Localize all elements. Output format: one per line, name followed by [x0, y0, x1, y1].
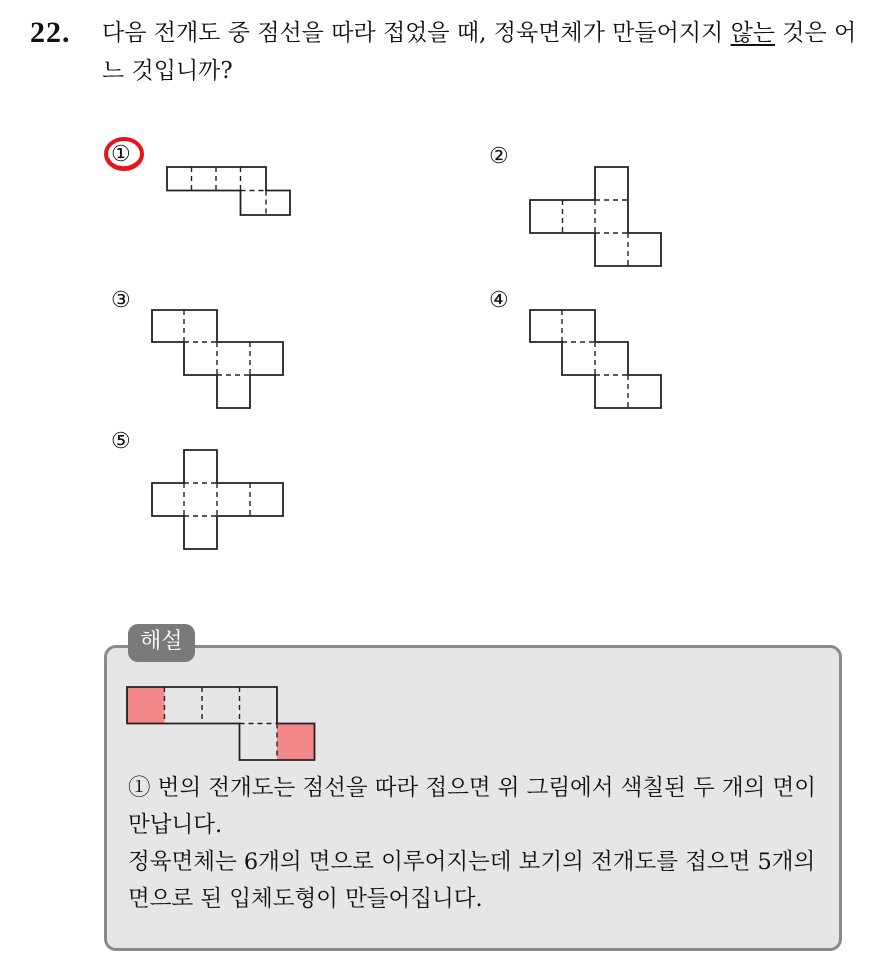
solution-text — [128, 770, 838, 918]
choice-3-label[interactable]: ③ — [111, 288, 131, 313]
choice-5-label[interactable]: ⑤ — [111, 429, 131, 454]
solution-tag: 해설 — [128, 624, 195, 662]
selected-answer-mark — [102, 134, 146, 174]
net-choice-5[interactable] — [151, 449, 285, 551]
question-number: 22. — [30, 16, 71, 49]
question-text — [102, 14, 872, 90]
choice-4-label[interactable]: ④ — [489, 288, 509, 313]
highlighted-face-right — [277, 724, 315, 761]
net-choice-1[interactable] — [166, 166, 292, 218]
solution-paragraph-1: ① 번의 전개도는 점선을 따라 접으면 위 그림에서 색칠된 두 개의 면이 만납니다. — [128, 775, 817, 838]
net-choice-2[interactable] — [529, 166, 663, 268]
solution-net-diagram — [126, 686, 318, 766]
question-text-end: 것은 어느 것입니까? — [102, 20, 857, 84]
choice-2-label[interactable]: ② — [489, 144, 509, 169]
highlighted-face-left — [127, 687, 165, 724]
net-choice-3[interactable] — [151, 309, 285, 410]
question-text-main: 다음 전개도 중 점선을 따라 접었을 때, 정육면체가 만들어지지 — [102, 20, 731, 46]
net-choice-4[interactable] — [529, 309, 663, 410]
solution-paragraph-2: 정육면체는 6개의 면으로 이루어지는데 보기의 전개도를 접으면 5개의 면으로 된 입체도형이 만들어집니다. — [128, 849, 816, 912]
question-text-emphasis: 않는 — [730, 20, 775, 46]
choice-1-label[interactable]: ① — [111, 142, 131, 167]
